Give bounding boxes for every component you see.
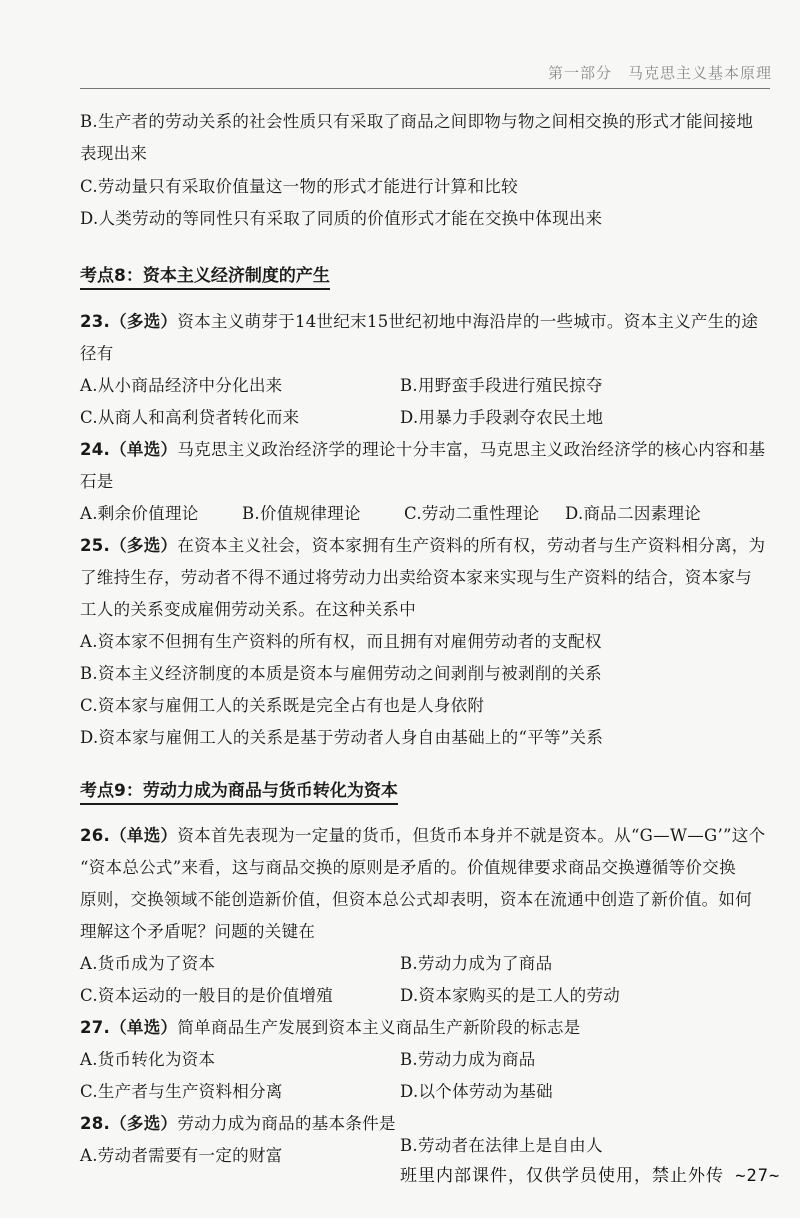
q25-option-d: D.资本家与雇佣工人的关系是基于劳动者人身自由基础上的“平等”关系 — [80, 728, 604, 747]
q25-option-b: B.资本主义经济制度的本质是资本与雇佣劳动之间剥削与被剥削的关系 — [80, 664, 602, 683]
q26-option-a: A.货币成为了资本 — [80, 954, 216, 973]
question-25-stem-cont2: 工人的关系变成雇佣劳动关系。在这种关系中 — [80, 600, 416, 619]
q27-option-b: B.劳动力成为商品 — [400, 1050, 536, 1069]
q23-option-b: B.用野蛮手段进行殖民掠夺 — [400, 376, 603, 395]
question-25-text: 在资本主义社会，资本家拥有生产资料的所有权，劳动者与生产资料相分离，为 — [177, 536, 766, 555]
q24-option-a: A.剩余价值理论 — [80, 504, 199, 523]
q28-option-a: A.劳动者需要有一定的财富 — [80, 1146, 283, 1165]
question-28-text: 劳动力成为商品的基本条件是 — [177, 1114, 396, 1133]
question-27-number: 27.（单选） — [80, 1018, 178, 1037]
question-23-number: 23.（多选） — [80, 312, 178, 331]
question-26-stem-cont1: “资本总公式”来看，这与商品交换的原则是矛盾的。价值规律要求商品交换遵循等价交换 — [80, 858, 736, 877]
q26-option-b: B.劳动力成为了商品 — [400, 954, 553, 973]
q24-option-d: D.商品二因素理论 — [565, 504, 702, 523]
page-footer: 班里内部课件，仅供学员使用，禁止外传 ~27~ — [400, 1166, 781, 1186]
q24-option-c: C.劳动二重性理论 — [404, 504, 540, 523]
question-25-number: 25.（多选） — [80, 536, 178, 555]
q22-option-d: D.人类劳动的等同性只有采取了同质的价值形式才能在交换中体现出来 — [80, 209, 603, 228]
question-23-stem — [80, 308, 758, 332]
q22-option-b-line1: B.生产者的劳动关系的社会性质只有采取了商品之间即物与物之间相交换的形式才能间接地 — [80, 112, 754, 131]
question-23-text: 资本主义萌芽于14世纪末15世纪初地中海沿岸的一些城市。资本主义产生的途 — [177, 312, 759, 331]
question-27-text: 简单商品生产发展到资本主义商品生产新阶段的标志是 — [177, 1018, 581, 1037]
question-25-stem-cont1: 了维持生存，劳动者不得不通过将劳动力出卖给资本家来实现与生产资料的结合，资本家与 — [80, 568, 752, 587]
q27-option-c: C.生产者与生产资料相分离 — [80, 1082, 283, 1101]
question-24-text: 马克思主义政治经济学的理论十分丰富，马克思主义政治经济学的核心内容和基 — [177, 440, 766, 459]
section-heading-9: 考点9：劳动力成为商品与货币转化为资本 — [80, 776, 398, 805]
question-26-stem-cont3: 理解这个矛盾呢？问题的关键在 — [80, 922, 316, 941]
question-24-number: 24.（单选） — [80, 440, 178, 459]
question-24-stem — [80, 436, 765, 460]
q24-option-b: B.价值规律理论 — [242, 504, 361, 523]
section-heading-8: 考点8：资本主义经济制度的产生 — [80, 261, 330, 290]
q23-option-c: C.从商人和高利贷者转化而来 — [80, 408, 300, 427]
q22-option-b-line2: 表现出来 — [80, 144, 148, 163]
q26-option-c: C.资本运动的一般目的是价值增殖 — [80, 986, 334, 1005]
q28-option-b: B.劳动者在法律上是自由人 — [400, 1136, 603, 1155]
question-26-stem-cont2: 原则，交换领域不能创造新价值，但资本总公式却表明，资本在流通中创造了新价值。如何 — [80, 890, 752, 909]
question-27-stem — [80, 1014, 581, 1038]
question-26-stem — [80, 822, 765, 846]
q22-option-c: C.劳动量只有采取价值量这一物的形式才能进行计算和比较 — [80, 177, 518, 196]
q23-option-a: A.从小商品经济中分化出来 — [80, 376, 283, 395]
q25-option-a: A.资本家不但拥有生产资料的所有权，而且拥有对雇佣劳动者的支配权 — [80, 632, 602, 651]
question-28-stem — [80, 1110, 396, 1134]
running-header: 第一部分 马克思主义基本原理 — [547, 64, 772, 82]
question-26-text: 资本首先表现为一定量的货币，但货币本身并不就是资本。从“G—W—G’”这个 — [177, 826, 766, 845]
q27-option-a: A.货币转化为资本 — [80, 1050, 216, 1069]
question-25-stem — [80, 532, 765, 556]
question-28-number: 28.（多选） — [80, 1114, 178, 1133]
header-rule — [80, 88, 770, 89]
question-24-stem-cont: 石是 — [80, 472, 114, 491]
q27-option-d: D.以个体劳动为基础 — [400, 1082, 553, 1101]
q26-option-d: D.资本家购买的是工人的劳动 — [400, 986, 621, 1005]
question-23-stem-cont: 径有 — [80, 344, 114, 363]
q25-option-c: C.资本家与雇佣工人的关系既是完全占有也是人身依附 — [80, 696, 485, 715]
question-26-number: 26.（单选） — [80, 826, 178, 845]
q23-option-d: D.用暴力手段剥夺农民土地 — [400, 408, 604, 427]
